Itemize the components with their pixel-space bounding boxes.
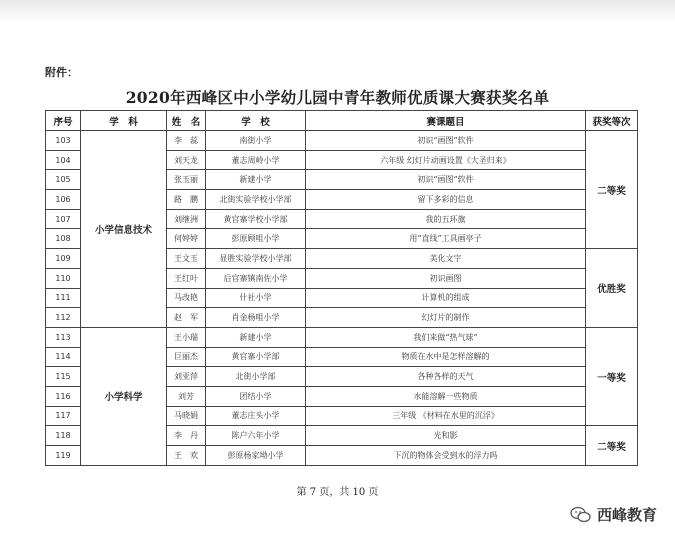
cell-subject: 小学科学	[81, 327, 167, 465]
cell-topic: 计算机的组成	[306, 288, 586, 308]
table-header-row	[46, 111, 638, 131]
cell-subject: 小学信息技术	[81, 131, 167, 328]
cell-award: 二等奖	[586, 131, 638, 249]
header-school: 学 校	[206, 111, 306, 131]
cell-name: 何婷婷	[167, 229, 206, 249]
table-row	[46, 131, 638, 151]
header-subject: 学 科	[81, 111, 167, 131]
cell-name: 李 蕊	[167, 131, 206, 151]
cell-topic: 初识画图	[306, 268, 586, 288]
cell-school: 新建小学	[206, 170, 306, 190]
cell-number: 111	[46, 288, 81, 308]
cell-award: 一等奖	[586, 327, 638, 425]
cell-name: 刘芳	[167, 386, 206, 406]
cell-number: 112	[46, 308, 81, 328]
cell-name: 赵 军	[167, 308, 206, 328]
header-topic: 赛课题目	[306, 111, 586, 131]
header-name: 姓 名	[167, 111, 206, 131]
cell-number: 119	[46, 446, 81, 466]
header-award: 获奖等次	[586, 111, 638, 131]
cell-number: 105	[46, 170, 81, 190]
cell-school: 新建小学	[206, 327, 306, 347]
attachment-label: 附件：	[45, 66, 78, 79]
cell-number: 113	[46, 327, 81, 347]
cell-topic: 光和影	[306, 426, 586, 446]
cell-school: 后官寨镇南佐小学	[206, 268, 306, 288]
cell-name: 马晓娟	[167, 406, 206, 426]
cell-school: 彭原杨家坳小学	[206, 446, 306, 466]
cell-school: 什社小学	[206, 288, 306, 308]
cell-topic: 我的五环旗	[306, 209, 586, 229]
header-number: 序号	[46, 111, 81, 131]
cell-number: 116	[46, 386, 81, 406]
cell-topic: 留下多彩的信息	[306, 190, 586, 210]
award-table	[45, 110, 638, 466]
cell-number: 107	[46, 209, 81, 229]
cell-number: 118	[46, 426, 81, 446]
cell-topic: 初识“画图”软件	[306, 170, 586, 190]
cell-name: 巨丽杰	[167, 347, 206, 367]
cell-name: 王 欢	[167, 446, 206, 466]
page-footer: 第 7 页，共 10 页	[296, 487, 379, 498]
cell-name: 李 丹	[167, 426, 206, 446]
cell-topic: 六年级 幻灯片动画设置《大圣归来》	[306, 150, 586, 170]
cell-name: 王文玉	[167, 249, 206, 269]
cell-number: 103	[46, 131, 81, 151]
cell-topic: 幻灯片的制作	[306, 308, 586, 328]
cell-award: 优胜奖	[586, 249, 638, 328]
cell-name: 王小瑞	[167, 327, 206, 347]
cell-school: 南街小学	[206, 131, 306, 151]
cell-name: 马改艳	[167, 288, 206, 308]
cell-school: 显胜实验学校小学部	[206, 249, 306, 269]
cell-topic: 用“直线”工具画亭子	[306, 229, 586, 249]
cell-school: 肖金杨咀小学	[206, 308, 306, 328]
cell-number: 104	[46, 150, 81, 170]
wechat-icon	[570, 506, 592, 524]
cell-number: 106	[46, 190, 81, 210]
watermark-text: 西峰教育	[597, 506, 658, 524]
scan-edge-shade	[0, 0, 675, 22]
cell-school: 陈户六年小学	[206, 426, 306, 446]
cell-school: 北街小学部	[206, 367, 306, 387]
cell-award: 二等奖	[586, 426, 638, 465]
cell-number: 115	[46, 367, 81, 387]
cell-number: 114	[46, 347, 81, 367]
cell-school: 董志周岭小学	[206, 150, 306, 170]
cell-topic: 水能溶解一些物质	[306, 386, 586, 406]
cell-name: 刘天龙	[167, 150, 206, 170]
cell-topic: 我们来做“热气球”	[306, 327, 586, 347]
cell-school: 团结小学	[206, 386, 306, 406]
cell-name: 王红叶	[167, 268, 206, 288]
cell-name: 刘亚萍	[167, 367, 206, 387]
cell-number: 117	[46, 406, 81, 426]
cell-name: 张玉丽	[167, 170, 206, 190]
cell-topic: 下沉的物体会受到水的浮力吗	[306, 446, 586, 466]
cell-number: 109	[46, 249, 81, 269]
cell-topic: 美化文字	[306, 249, 586, 269]
document-title: 2020年西峰区中小学幼儿园中青年教师优质课大赛获奖名单	[125, 88, 550, 107]
table-row	[46, 327, 638, 347]
cell-number: 108	[46, 229, 81, 249]
cell-name: 刘继洲	[167, 209, 206, 229]
cell-school: 北街实验学校小学部	[206, 190, 306, 210]
cell-school: 黄官寨小学部	[206, 347, 306, 367]
cell-number: 110	[46, 268, 81, 288]
cell-name: 路 鹏	[167, 190, 206, 210]
cell-school: 董志庄头小学	[206, 406, 306, 426]
cell-topic: 初识“画图”软件	[306, 131, 586, 151]
watermark	[570, 504, 657, 525]
cell-topic: 物质在水中是怎样溶解的	[306, 347, 586, 367]
cell-school: 黄官寨学校小学部	[206, 209, 306, 229]
cell-school: 彭原顾咀小学	[206, 229, 306, 249]
cell-topic: 各种各样的天气	[306, 367, 586, 387]
cell-topic: 三年级 《材料在水里的沉浮》	[306, 406, 586, 426]
